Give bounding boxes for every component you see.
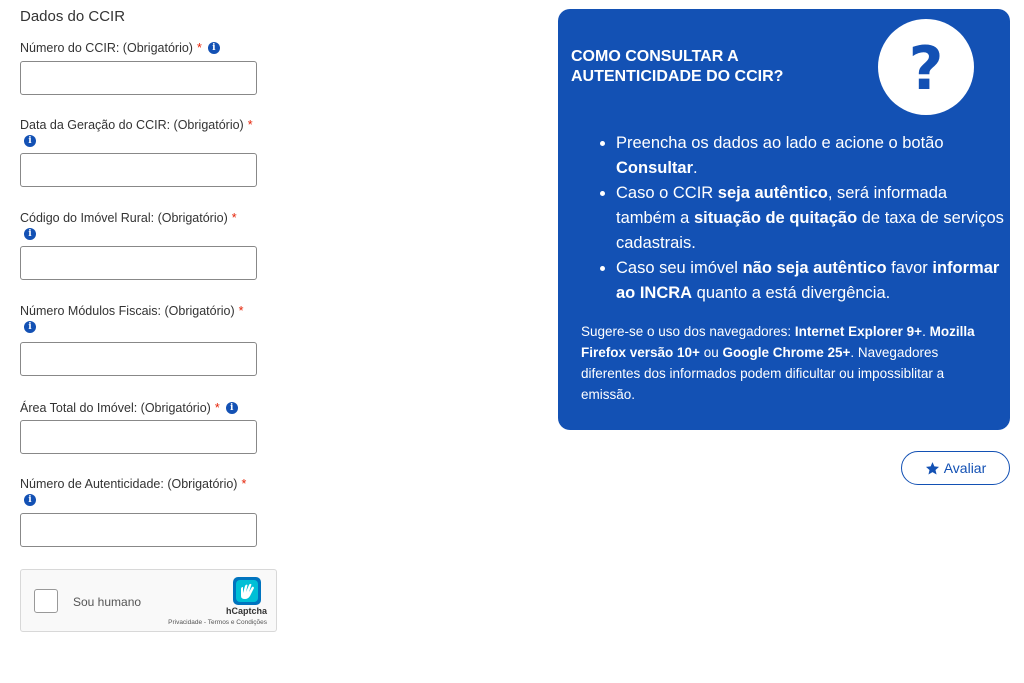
field-numero-autenticidade	[20, 476, 257, 547]
field-label-row	[20, 40, 257, 56]
bold-text: informar ao INCRA	[616, 259, 1000, 302]
numero-autenticidade-input[interactable]	[20, 513, 257, 547]
field-label-row	[20, 400, 257, 416]
field-label: Número Módulos Fiscais: (Obrigatório)	[20, 304, 235, 318]
captcha-label: Sou humano	[73, 595, 142, 609]
captcha-privacy-links[interactable]: Privacidade - Termos e Condições	[168, 619, 267, 626]
instruction-item	[616, 181, 1006, 256]
text: Caso o CCIR	[616, 184, 718, 202]
hcaptcha-widget	[20, 569, 277, 632]
text: .	[693, 159, 698, 177]
area-total-input[interactable]	[20, 420, 257, 454]
text: favor	[886, 259, 933, 277]
modulos-fiscais-input[interactable]	[20, 342, 257, 376]
bold-text: seja autêntico	[717, 184, 828, 202]
required-mark: *	[214, 401, 220, 415]
required-mark: *	[238, 304, 244, 318]
text: ou	[699, 345, 723, 360]
required-mark: *	[196, 41, 202, 55]
bold-text: Consultar	[616, 159, 694, 177]
field-numero-ccir	[20, 40, 257, 95]
data-geracao-input[interactable]	[20, 153, 257, 187]
text: Sugere-se o uso dos navegadores:	[581, 324, 795, 339]
instruction-item	[616, 256, 1006, 306]
info-icon[interactable]: i	[226, 402, 238, 414]
star-icon	[925, 461, 940, 476]
instruction-item	[616, 131, 1006, 181]
field-label: Número de Autenticidade: (Obrigatório)	[20, 477, 238, 491]
field-label: Número do CCIR: (Obrigatório)	[20, 41, 193, 55]
field-codigo-imovel	[20, 210, 257, 280]
field-label-row	[20, 117, 257, 133]
text: quanto a está divergência.	[692, 284, 891, 302]
info-icon[interactable]: i	[24, 135, 36, 147]
info-icon[interactable]: i	[208, 42, 220, 54]
hcaptcha-logo-icon	[233, 577, 261, 605]
bold-text: situação de quitação	[693, 209, 858, 227]
instructions-list	[596, 131, 1006, 306]
field-label: Código do Imóvel Rural: (Obrigatório)	[20, 211, 228, 225]
required-mark: *	[247, 118, 253, 132]
numero-ccir-input[interactable]	[20, 61, 257, 95]
svg-text:?: ?	[908, 34, 944, 104]
section-title: Dados do CCIR	[20, 8, 126, 25]
field-label: Área Total do Imóvel: (Obrigatório)	[20, 401, 211, 415]
bold-text: não seja autêntico	[742, 259, 887, 277]
card-title: COMO CONSULTAR A AUTENTICIDADE DO CCIR?	[571, 48, 784, 85]
info-card	[558, 9, 1010, 430]
text: Preencha os dados ao lado e acione o botão	[616, 134, 944, 152]
required-mark: *	[241, 477, 247, 491]
bold-text: Internet Explorer 9+	[794, 324, 923, 339]
browser-note	[581, 321, 996, 405]
field-modulos-fiscais	[20, 303, 257, 376]
text: .	[922, 324, 930, 339]
field-data-geracao	[20, 117, 257, 187]
field-label-row	[20, 210, 257, 226]
text: . Navegadores diferentes dos informados podem dificultar ou impossiblitar a emissão.	[581, 345, 945, 402]
text: , será informada também a	[616, 184, 948, 227]
bold-text: Mozilla Firefox versão 10+	[581, 324, 975, 360]
field-label-row	[20, 476, 257, 492]
required-mark: *	[231, 211, 237, 225]
field-label: Data da Geração do CCIR: (Obrigatório)	[20, 118, 244, 132]
question-icon	[878, 19, 974, 115]
field-area-total	[20, 400, 257, 454]
info-icon[interactable]: i	[24, 321, 36, 333]
text: de taxa de serviços cadastrais.	[616, 209, 1004, 252]
avaliar-button[interactable]	[901, 451, 1010, 485]
info-icon[interactable]: i	[24, 228, 36, 240]
bold-text: Google Chrome 25+	[722, 345, 851, 360]
codigo-imovel-input[interactable]	[20, 246, 257, 280]
avaliar-label: Avaliar	[943, 460, 987, 476]
captcha-checkbox[interactable]	[34, 589, 58, 613]
info-icon[interactable]: i	[24, 494, 36, 506]
captcha-brand: hCaptcha	[226, 606, 268, 616]
field-label-row	[20, 303, 257, 319]
text: Caso seu imóvel	[616, 259, 743, 277]
